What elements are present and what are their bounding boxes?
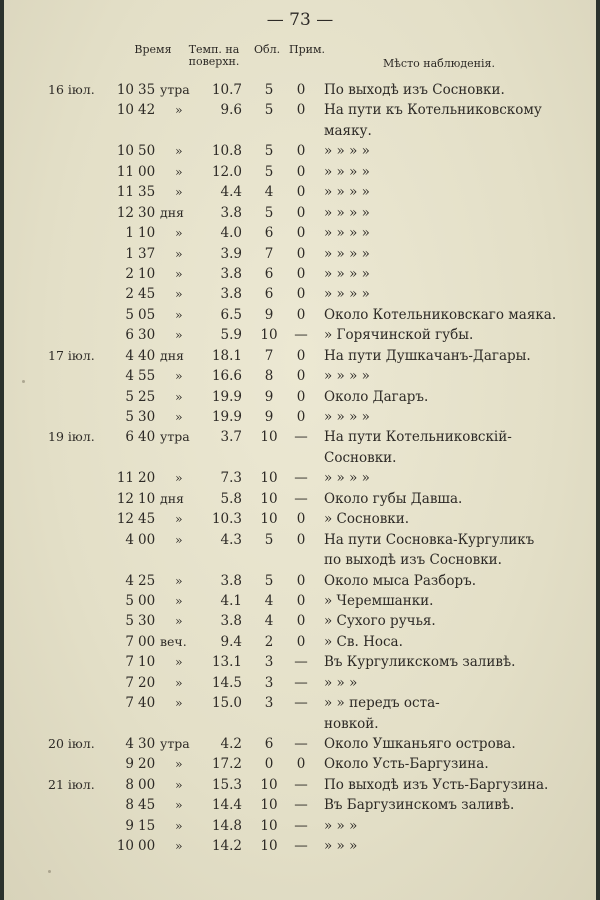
cell-temp: 3.7 <box>220 429 242 446</box>
header-time: Время <box>134 43 172 56</box>
page-number: — 73 — <box>266 10 334 30</box>
cell-place: » » » » <box>324 184 370 201</box>
cell-day: дня <box>160 204 184 220</box>
cell-obl: 2 <box>264 633 274 650</box>
cell-day: » <box>175 776 183 792</box>
cell-hh: 7 <box>125 654 134 671</box>
cell-obl: 3 <box>264 695 274 712</box>
cell-prim: 0 <box>296 163 306 180</box>
cell-hh: 10 <box>116 102 134 119</box>
header-place: Мѣсто наблюденія. <box>383 57 495 70</box>
cell-day: » <box>175 327 183 343</box>
cell-place: На пути Душкачанъ-Дагары. <box>324 347 531 364</box>
cell-hh: 6 <box>125 429 134 446</box>
cell-obl: 10 <box>260 797 278 814</box>
cell-temp: 17.2 <box>211 756 242 773</box>
cell-obl: 10 <box>260 429 278 446</box>
cell-prim: 0 <box>296 102 306 119</box>
table-row <box>4 121 596 141</box>
cell-hh: 12 <box>116 204 134 221</box>
cell-day: веч. <box>160 633 187 649</box>
cell-place: » » » » <box>324 265 370 282</box>
cell-place: Около Котельниковскаго маяка. <box>324 306 557 323</box>
cell-mm: 35 <box>138 82 156 98</box>
table-row <box>4 223 596 243</box>
cell-prim: 0 <box>296 245 306 262</box>
cell-place: » » » <box>324 817 358 834</box>
table-row <box>4 734 596 754</box>
cell-hh: 4 <box>125 347 134 364</box>
cell-place: маяку. <box>324 122 372 139</box>
cell-mm: 37 <box>138 245 156 262</box>
cell-day: » <box>175 143 183 159</box>
cell-place: Сосновки. <box>324 449 397 466</box>
cell-place: На пути Сосновка-Кургуликъ <box>324 531 535 548</box>
cell-date: 21 iюл. <box>48 776 95 792</box>
table-row <box>4 489 596 509</box>
cell-temp: 3.8 <box>220 286 242 303</box>
cell-temp: 10.3 <box>211 511 242 528</box>
cell-place: По выходѣ изъ Сосновки. <box>324 82 505 98</box>
cell-hh: 7 <box>125 695 134 712</box>
cell-temp: 14.8 <box>211 817 242 834</box>
cell-temp: 19.9 <box>211 388 242 405</box>
cell-obl: 9 <box>264 409 274 425</box>
table-row <box>4 80 596 100</box>
header-temperature <box>182 44 246 68</box>
cell-temp: 3.8 <box>220 572 242 589</box>
header-clouds: Обл. <box>253 43 281 56</box>
cell-hh: 1 <box>125 245 134 262</box>
cell-mm: 00 <box>138 163 156 180</box>
cell-day: » <box>175 695 183 711</box>
cell-temp: 15.0 <box>211 695 242 712</box>
header-notes: Прим. <box>288 43 326 56</box>
table-row <box>4 407 596 427</box>
table-row <box>4 100 596 120</box>
cell-hh: 6 <box>125 327 134 344</box>
cell-place: » » » » <box>324 286 370 303</box>
cell-temp: 10.8 <box>211 143 242 160</box>
cell-mm: 30 <box>138 736 156 752</box>
cell-obl: 5 <box>264 163 274 180</box>
cell-hh: 4 <box>125 736 134 752</box>
cell-hh: 10 <box>116 82 134 98</box>
cell-temp: 12.0 <box>211 163 242 180</box>
cell-temp: 19.9 <box>211 409 242 425</box>
cell-place: » » » » <box>324 225 370 242</box>
table-row <box>4 325 596 345</box>
table-row <box>4 571 596 591</box>
cell-day: » <box>175 817 183 833</box>
cell-mm: 42 <box>138 102 156 119</box>
cell-prim: 0 <box>296 82 306 98</box>
cell-prim: 0 <box>296 409 306 425</box>
cell-mm: 40 <box>138 429 156 446</box>
cell-obl: 10 <box>260 470 278 487</box>
cell-day: » <box>175 286 183 302</box>
cell-obl: 9 <box>264 388 274 405</box>
table-row <box>4 550 596 570</box>
table-row <box>4 836 596 856</box>
cell-day: » <box>175 163 183 179</box>
cell-mm: 30 <box>138 204 156 221</box>
cell-date: 19 iюл. <box>48 429 95 445</box>
cell-mm: 00 <box>138 633 156 650</box>
cell-place: » » » » <box>324 409 370 425</box>
cell-hh: 10 <box>116 838 134 855</box>
cell-place: » Сухого ручья. <box>324 613 436 630</box>
table-row <box>4 673 596 693</box>
cell-hh: 5 <box>125 306 134 323</box>
cell-temp: 5.9 <box>220 327 242 344</box>
cell-obl: 5 <box>264 204 274 221</box>
cell-mm: 45 <box>138 511 156 528</box>
cell-place: по выходѣ изъ Сосновки. <box>324 552 502 569</box>
cell-obl: 4 <box>264 592 274 609</box>
cell-mm: 30 <box>138 327 156 344</box>
cell-place: » » » <box>324 838 358 855</box>
table-row <box>4 448 596 468</box>
cell-prim: 0 <box>296 388 306 405</box>
cell-prim: — <box>294 470 308 487</box>
table-row <box>4 366 596 386</box>
cell-temp: 6.5 <box>220 306 242 323</box>
cell-day: » <box>175 368 183 384</box>
cell-prim: — <box>294 429 308 446</box>
cell-mm: 10 <box>138 654 156 671</box>
cell-place: Около губы Давша. <box>324 490 463 507</box>
cell-temp: 3.8 <box>220 613 242 630</box>
cell-obl: 6 <box>264 265 274 282</box>
cell-place: » » передъ оста- <box>324 695 440 712</box>
cell-mm: 10 <box>138 265 156 282</box>
cell-day: » <box>175 245 183 261</box>
cell-hh: 5 <box>125 592 134 609</box>
cell-day: » <box>175 511 183 527</box>
cell-date: 20 iюл. <box>48 736 95 751</box>
cell-mm: 40 <box>138 347 156 364</box>
cell-obl: 4 <box>264 184 274 201</box>
cell-day: » <box>175 265 183 281</box>
cell-temp: 7.3 <box>220 470 242 487</box>
table-row <box>4 284 596 304</box>
cell-place: » » » » <box>324 245 370 262</box>
cell-place: Въ Кургуликскомъ заливѣ. <box>324 654 516 671</box>
cell-prim: 0 <box>296 204 306 221</box>
cell-temp: 3.8 <box>220 265 242 282</box>
cell-day: » <box>175 654 183 670</box>
cell-place: Въ Баргузинскомъ заливѣ. <box>324 797 515 814</box>
cell-prim: — <box>294 654 308 671</box>
cell-hh: 5 <box>125 613 134 630</box>
cell-hh: 7 <box>125 674 134 691</box>
cell-prim: — <box>294 776 308 793</box>
cell-place: » » » » <box>324 368 370 385</box>
cell-place: По выходѣ изъ Усть-Баргузина. <box>324 776 549 793</box>
cell-day: » <box>175 102 183 118</box>
cell-temp: 10.7 <box>211 82 242 98</box>
cell-day: » <box>175 306 183 322</box>
cell-mm: 35 <box>138 184 156 201</box>
cell-obl: 5 <box>264 82 274 98</box>
cell-temp: 3.8 <box>220 204 242 221</box>
cell-mm: 50 <box>138 143 156 160</box>
cell-obl: 3 <box>264 654 274 671</box>
table-row <box>4 714 596 734</box>
cell-mm: 20 <box>138 674 156 691</box>
cell-mm: 20 <box>138 470 156 487</box>
cell-mm: 55 <box>138 368 156 385</box>
table-row <box>4 305 596 325</box>
cell-place: Около Усть-Баргузина. <box>324 756 489 773</box>
table-row <box>4 754 596 774</box>
cell-prim: 0 <box>296 592 306 609</box>
table-row <box>4 141 596 161</box>
cell-place: » Горячинской губы. <box>324 327 474 344</box>
cell-mm: 45 <box>138 797 156 814</box>
cell-hh: 10 <box>116 143 134 160</box>
cell-day: » <box>175 225 183 241</box>
table-row <box>4 182 596 202</box>
cell-place: » » » » <box>324 204 370 221</box>
cell-hh: 11 <box>116 470 134 487</box>
cell-hh: 4 <box>125 368 134 385</box>
cell-place: Около Дагаръ. <box>324 388 429 405</box>
cell-prim: 0 <box>296 531 306 548</box>
cell-mm: 10 <box>138 490 156 507</box>
cell-hh: 2 <box>125 286 134 303</box>
cell-mm: 00 <box>138 838 156 855</box>
cell-obl: 5 <box>264 143 274 160</box>
cell-place: Около Ушканьяго острова. <box>324 736 516 752</box>
cell-obl: 6 <box>264 286 274 303</box>
cell-temp: 18.1 <box>211 347 242 364</box>
cell-obl: 0 <box>264 756 274 773</box>
paper-speck <box>48 870 51 873</box>
paper-speck <box>22 380 25 383</box>
cell-temp: 5.8 <box>220 490 242 507</box>
cell-prim: — <box>294 736 308 752</box>
table-row <box>4 387 596 407</box>
cell-prim: 0 <box>296 633 306 650</box>
cell-day: дня <box>160 490 184 506</box>
cell-prim: 0 <box>296 572 306 589</box>
cell-day: » <box>175 531 183 547</box>
table-row <box>4 591 596 611</box>
cell-prim: 0 <box>296 511 306 528</box>
cell-temp: 3.9 <box>220 245 242 262</box>
cell-obl: 10 <box>260 817 278 834</box>
cell-prim: 0 <box>296 225 306 242</box>
cell-mm: 00 <box>138 531 156 548</box>
cell-prim: 0 <box>296 347 306 364</box>
cell-temp: 4.0 <box>220 225 242 242</box>
cell-hh: 7 <box>125 633 134 650</box>
table-row <box>4 346 596 366</box>
cell-hh: 8 <box>125 797 134 814</box>
cell-hh: 5 <box>125 388 134 405</box>
cell-obl: 9 <box>264 306 274 323</box>
cell-hh: 11 <box>116 163 134 180</box>
cell-prim: 0 <box>296 613 306 630</box>
cell-place: » Св. Носа. <box>324 633 403 650</box>
cell-hh: 8 <box>125 776 134 793</box>
cell-obl: 7 <box>264 347 274 364</box>
cell-day: утра <box>160 82 190 97</box>
cell-hh: 1 <box>125 225 134 242</box>
table-row <box>4 509 596 529</box>
cell-obl: 10 <box>260 327 278 344</box>
cell-mm: 00 <box>138 776 156 793</box>
cell-day: » <box>175 388 183 404</box>
cell-obl: 7 <box>264 245 274 262</box>
table-row <box>4 244 596 264</box>
cell-place: Около мыса Разборъ. <box>324 572 477 589</box>
cell-temp: 9.6 <box>220 102 242 119</box>
cell-prim: — <box>294 327 308 344</box>
cell-prim: 0 <box>296 286 306 303</box>
cell-day: » <box>175 797 183 813</box>
cell-day: » <box>175 592 183 608</box>
cell-place: новкой. <box>324 715 379 732</box>
cell-hh: 12 <box>116 490 134 507</box>
cell-obl: 3 <box>264 674 274 691</box>
cell-obl: 8 <box>264 368 274 385</box>
cell-prim: — <box>294 797 308 814</box>
cell-place: » Сосновки. <box>324 511 410 528</box>
cell-hh: 4 <box>125 572 134 589</box>
table-row <box>4 775 596 795</box>
cell-obl: 6 <box>264 736 274 752</box>
cell-prim: 0 <box>296 265 306 282</box>
table-row <box>4 530 596 550</box>
cell-day: утра <box>160 736 190 751</box>
cell-place: » » » » <box>324 143 370 160</box>
cell-temp: 16.6 <box>211 368 242 385</box>
cell-place: » Черемшанки. <box>324 592 434 609</box>
cell-hh: 12 <box>116 511 134 528</box>
cell-mm: 20 <box>138 756 156 773</box>
cell-day: дня <box>160 347 184 363</box>
cell-day: » <box>175 184 183 200</box>
table-row <box>4 611 596 631</box>
cell-prim: — <box>294 838 308 855</box>
cell-obl: 5 <box>264 102 274 119</box>
cell-temp: 4.1 <box>220 592 242 609</box>
cell-mm: 15 <box>138 817 156 834</box>
cell-place: » » » » <box>324 470 370 487</box>
cell-hh: 5 <box>125 409 134 425</box>
cell-temp: 13.1 <box>211 654 242 671</box>
table-row <box>4 427 596 447</box>
cell-temp: 14.2 <box>211 838 242 855</box>
cell-mm: 30 <box>138 613 156 630</box>
document-page <box>4 0 596 900</box>
cell-mm: 25 <box>138 572 156 589</box>
table-row <box>4 795 596 815</box>
table-row <box>4 162 596 182</box>
cell-day: » <box>175 838 183 854</box>
cell-place: » » » <box>324 674 358 691</box>
header-temp-line1: Темп. на <box>188 43 240 56</box>
cell-temp: 14.4 <box>211 797 242 814</box>
table-row <box>4 264 596 284</box>
cell-mm: 45 <box>138 286 156 303</box>
cell-obl: 10 <box>260 838 278 855</box>
cell-day: » <box>175 756 183 772</box>
cell-prim: — <box>294 674 308 691</box>
cell-mm: 25 <box>138 388 156 405</box>
cell-day: » <box>175 572 183 588</box>
cell-prim: 0 <box>296 184 306 201</box>
cell-temp: 4.3 <box>220 531 242 548</box>
cell-prim: — <box>294 817 308 834</box>
cell-mm: 00 <box>138 592 156 609</box>
table-row <box>4 816 596 836</box>
cell-temp: 14.5 <box>211 674 242 691</box>
table-row <box>4 693 596 713</box>
header-temp-line2: поверхн. <box>188 55 240 68</box>
cell-temp: 4.2 <box>220 736 242 752</box>
cell-mm: 30 <box>138 409 156 425</box>
cell-prim: 0 <box>296 756 306 773</box>
cell-day: утра <box>160 429 190 445</box>
cell-hh: 9 <box>125 756 134 773</box>
cell-temp: 15.3 <box>211 776 242 793</box>
table-row <box>4 652 596 672</box>
cell-prim: — <box>294 695 308 712</box>
cell-day: » <box>175 470 183 486</box>
cell-obl: 10 <box>260 776 278 793</box>
cell-obl: 5 <box>264 531 274 548</box>
cell-obl: 4 <box>264 613 274 630</box>
cell-obl: 5 <box>264 572 274 589</box>
cell-place: » » » » <box>324 163 370 180</box>
cell-temp: 9.4 <box>220 633 242 650</box>
cell-date: 16 iюл. <box>48 82 95 97</box>
cell-mm: 40 <box>138 695 156 712</box>
cell-hh: 4 <box>125 531 134 548</box>
cell-day: » <box>175 613 183 629</box>
cell-day: » <box>175 409 183 424</box>
cell-prim: 0 <box>296 368 306 385</box>
table-row <box>4 468 596 488</box>
cell-place: На пути къ Котельниковскому <box>324 102 542 119</box>
cell-mm: 10 <box>138 225 156 242</box>
cell-date: 17 iюл. <box>48 347 95 363</box>
cell-hh: 11 <box>116 184 134 201</box>
observations-table <box>4 80 596 857</box>
table-row <box>4 203 596 223</box>
cell-obl: 10 <box>260 511 278 528</box>
cell-mm: 05 <box>138 306 156 323</box>
cell-obl: 6 <box>264 225 274 242</box>
cell-place: На пути Котельниковскій- <box>324 429 512 446</box>
cell-obl: 10 <box>260 490 278 507</box>
cell-prim: — <box>294 490 308 507</box>
cell-hh: 2 <box>125 265 134 282</box>
cell-prim: 0 <box>296 143 306 160</box>
cell-hh: 9 <box>125 817 134 834</box>
cell-day: » <box>175 674 183 690</box>
table-row <box>4 632 596 652</box>
cell-prim: 0 <box>296 306 306 323</box>
cell-temp: 4.4 <box>220 184 242 201</box>
